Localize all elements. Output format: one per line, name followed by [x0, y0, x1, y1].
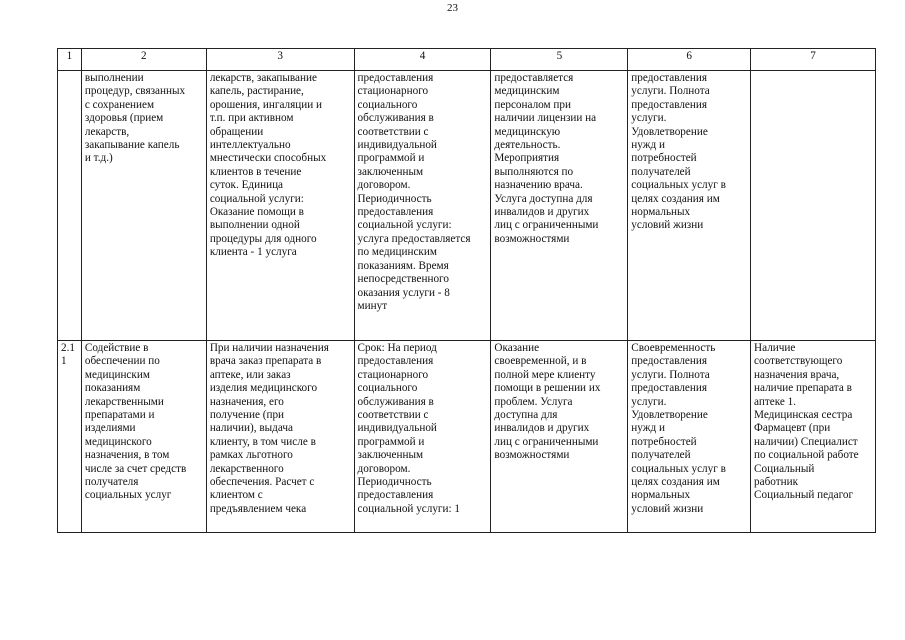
column-number: 7 [751, 49, 876, 71]
column-number: 3 [206, 49, 354, 71]
table-cell-requirements [751, 71, 876, 341]
table-cell-number [58, 71, 82, 341]
cell-text: предоставляется медицинским персоналом при наличии лицензии на медицинскую деятельность. Мероприятия выполняются по назначению врача. Услуга доступна для инвалидов и других лиц с ограниченными возможностями [494, 72, 599, 245]
services-table [57, 48, 876, 533]
table-cell-number [58, 341, 82, 533]
table-cell-service-name [81, 71, 206, 341]
cell-text: Наличие соответствующего назначения врача, наличие препарата в аптеке 1. Медицинская сестра Фармацевт (при наличии) Специалист по социальной работе Социальный работник Социальный педагог [754, 342, 859, 502]
table-row [58, 71, 876, 341]
cell-text: предоставления стационарного социального обслуживания в соответствии с индивидуальной программой и заключенным договором. Периодичность предоставления социальной услуги: услуга предоставляется по медицинским показаниям. Время непосредственного оказания услуги - 8 минут [357, 72, 471, 312]
cell-text: предоставления услуги. Полнота предоставления услуги. Удовлетворение нужд и потребностей получателей социальных услуг в целях создания им нормальных условий жизни [631, 72, 726, 232]
column-number: 2 [81, 49, 206, 71]
table-cell-quality-indicators [628, 71, 751, 341]
cell-text: Содействие в обеспечении по медицинским показаниям лекарственными препаратами и изделиями медицинского назначения, в том числе за счет средств получателя социальных услуг [84, 342, 187, 502]
table-cell-conditions [491, 341, 628, 533]
table-cell-service-name [81, 341, 206, 533]
cell-text: лекарств, закапывание капель, растирание, орошения, ингаляции и т.п. при активном обращении интеллектуально мнестически способных клиентов в течение суток. Единица социальной услуги: Оказание помощи в выполнении одной процедуры для одного клиента - 1 услуга [209, 72, 327, 259]
table-cell-terms [354, 341, 491, 533]
cell-text: Оказание своевременной, и в полной мере клиенту помощи в решении их проблем. Услуга доступна для инвалидов и других лиц с ограниченными возможностями [494, 342, 601, 462]
cell-text: Своевременность предоставления услуги. Полнота предоставления услуги. Удовлетворение нужд и потребностей получателей социальных услуг в целях создания им нормальных условий жизни [631, 342, 726, 515]
table-cell-service-description [206, 71, 354, 341]
column-number-row [58, 49, 876, 71]
page-number: 23 [447, 2, 458, 14]
table-cell-conditions [491, 71, 628, 341]
table-cell-service-description [206, 341, 354, 533]
column-number: 6 [628, 49, 751, 71]
table-cell-quality-indicators [628, 341, 751, 533]
table-cell-requirements [751, 341, 876, 533]
cell-text: выполнении процедур, связанных с сохранением здоровья (прием лекарств, закапывание капель и т.д.) [84, 72, 186, 165]
cell-text: При наличии назначения врача заказ препарата в аптеке, или заказ изделия медицинского назначения, его получение (при наличии), выдача клиенту, в том числе в рамках льготного лекарственного обеспечения. Расчет с клиентом с предъявлением чека [209, 342, 329, 515]
column-number: 4 [354, 49, 491, 71]
table-cell-terms [354, 71, 491, 341]
cell-text: 2.11 [61, 342, 75, 368]
table-row [58, 341, 876, 533]
column-number: 5 [491, 49, 628, 71]
cell-text: Срок: На период предоставления стационарного социального обслуживания в соответствии с индивидуальной программой и заключенным договором. Периодичность предоставления социальной услуги: 1 [357, 342, 461, 515]
column-number: 1 [58, 49, 82, 71]
